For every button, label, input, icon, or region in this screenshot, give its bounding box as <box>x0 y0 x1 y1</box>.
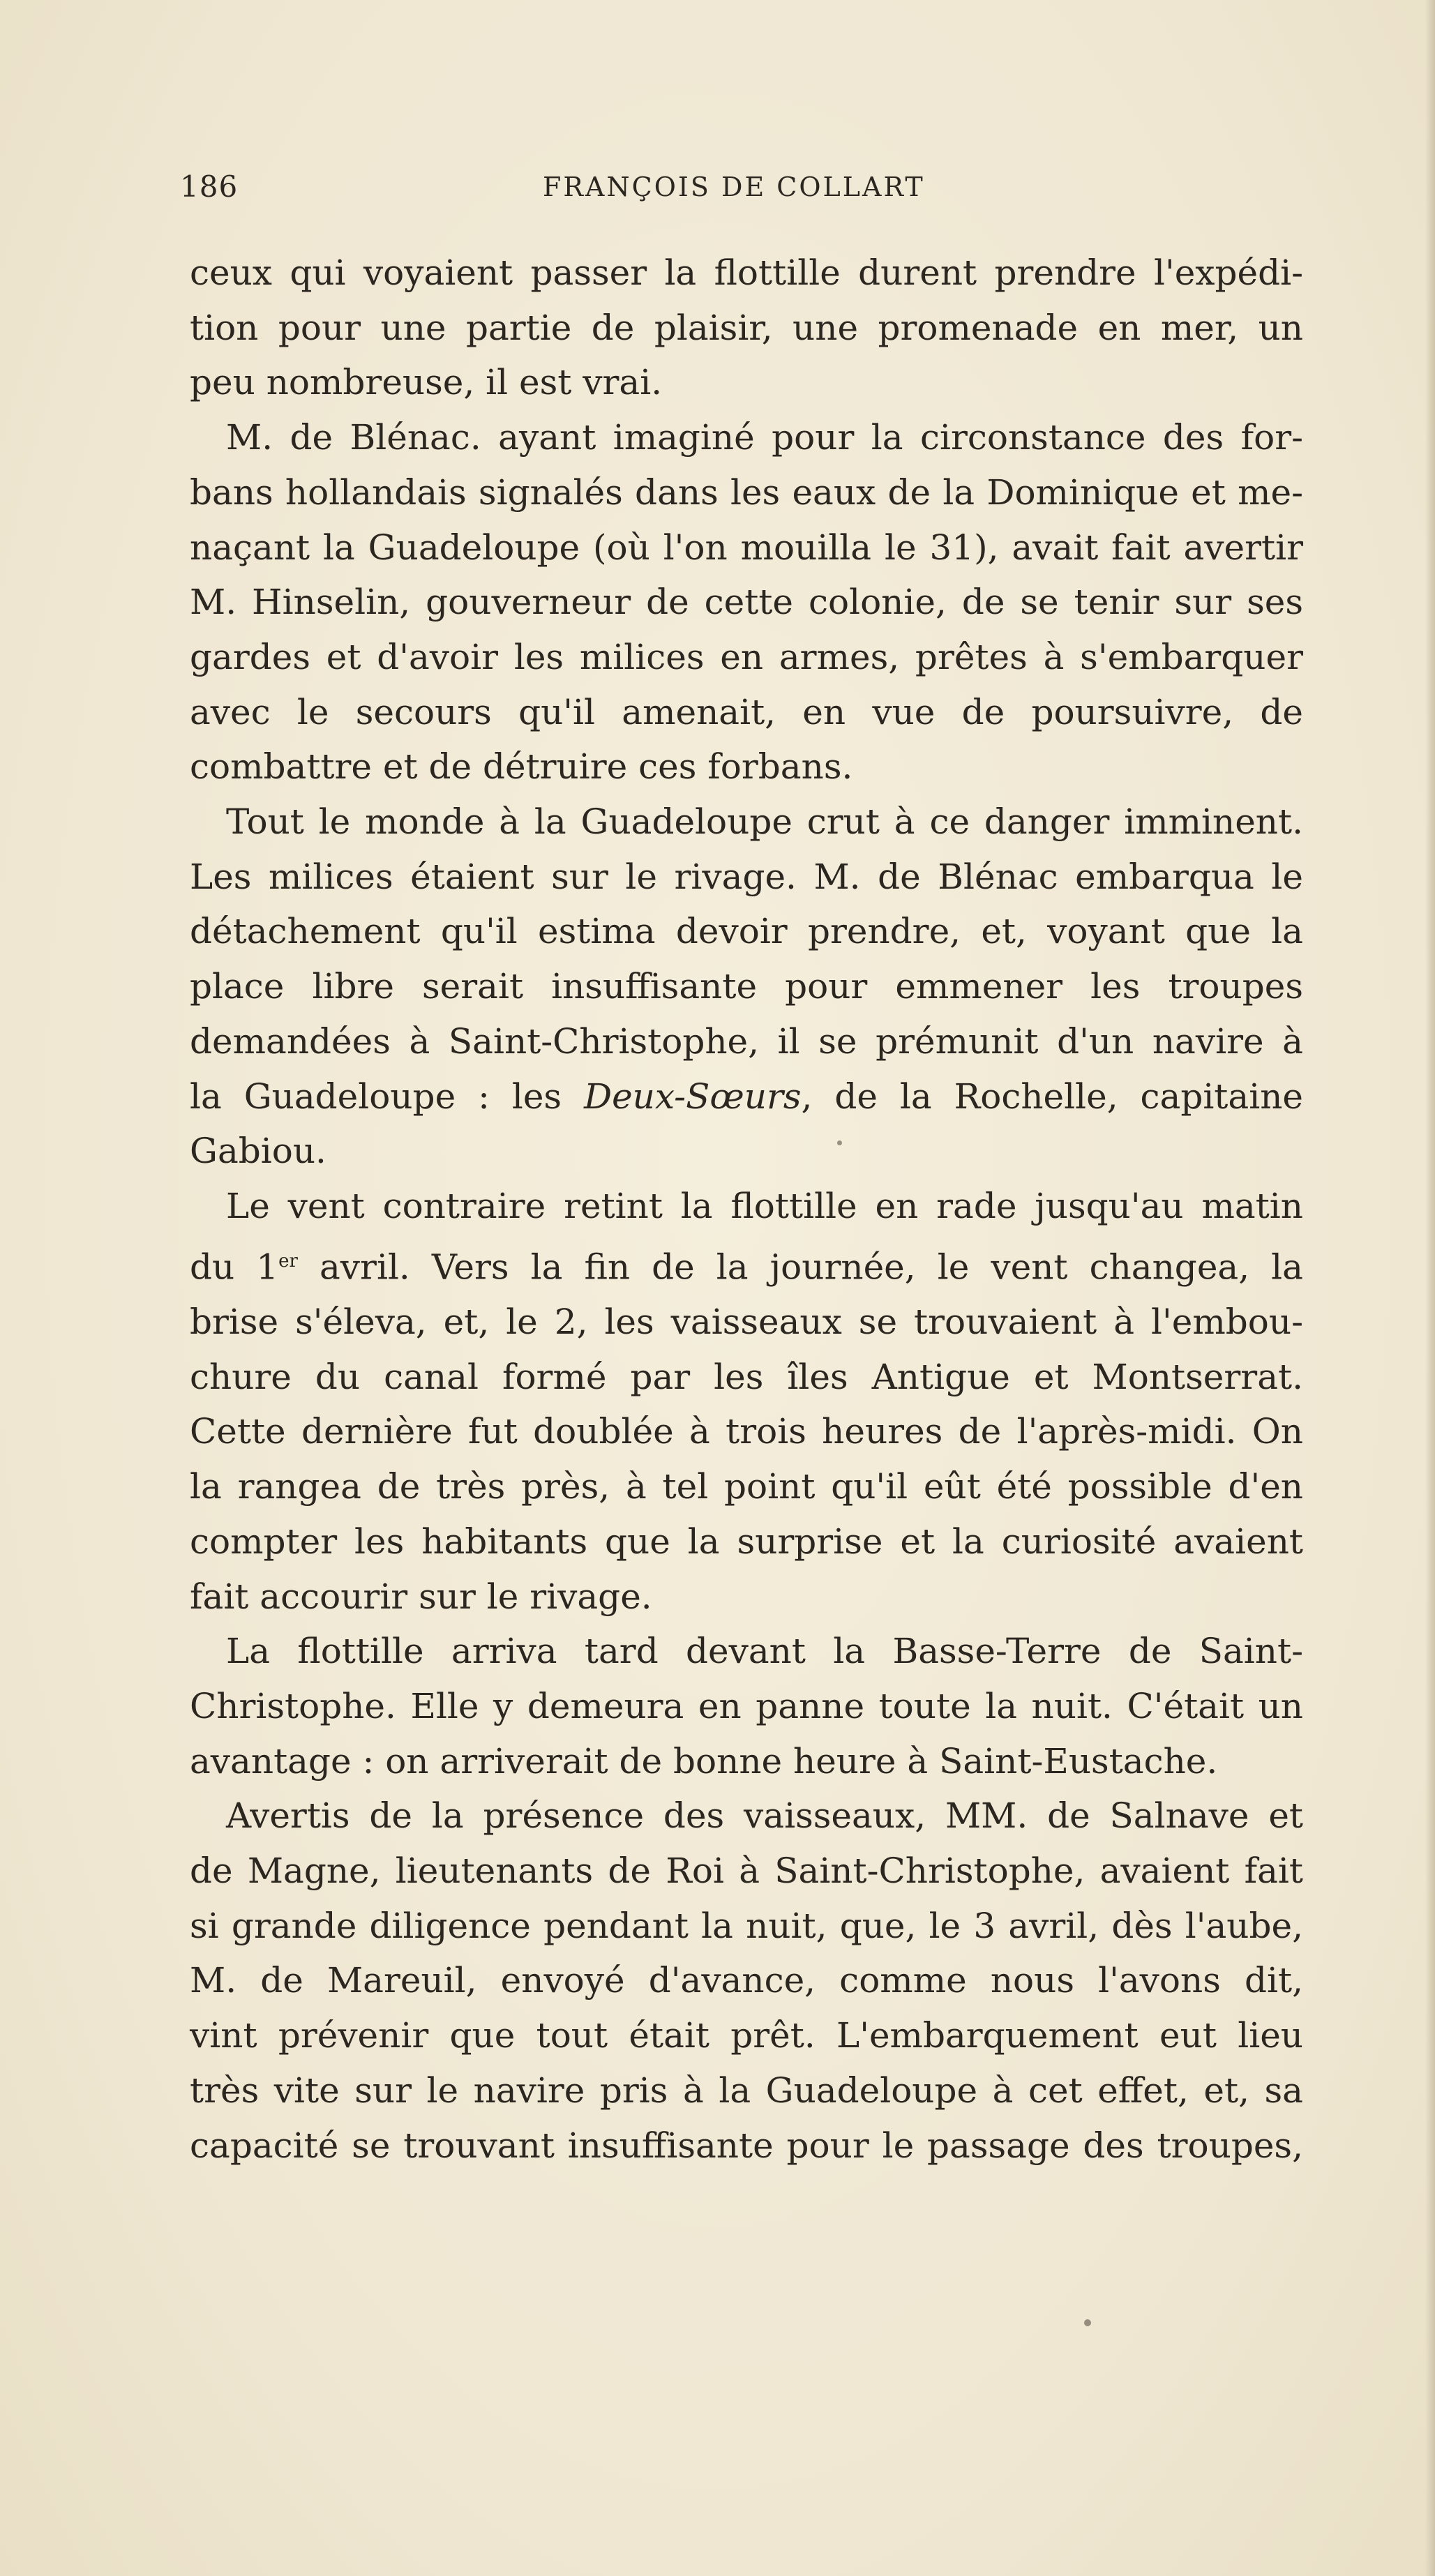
text-line: naçant la Guadeloupe (où l'on mouilla le 31), avait fait avertir <box>190 527 1303 568</box>
text-line: avantage : on arriverait de bonne heure à Saint-Eustache. <box>190 1740 1218 1782</box>
text-line: gardes et d'avoir les milices en armes, prêtes à s'embarquer <box>190 636 1303 677</box>
text-line: Christophe. Elle y demeura en panne toute la nuit. C'était un <box>190 1685 1303 1726</box>
text-line: détachement qu'il estima devoir prendre, et, voyant que la <box>190 911 1303 952</box>
text-segment: avril. Vers la fin de la journée, le vent changea, la <box>297 1246 1303 1288</box>
text-line: Le vent contraire retint la flottille en rade jusqu'au matin <box>226 1185 1303 1226</box>
text-line: Les milices étaient sur le rivage. M. de Blénac embarqua le <box>190 856 1303 897</box>
text-line: M. de Blénac. ayant imaginé pour la circonstance des for- <box>226 417 1303 458</box>
text-segment: du 1 <box>190 1246 279 1288</box>
paragraph <box>190 1788 1303 2173</box>
text-line: vint prévenir que tout était prêt. L'embarquement eut lieu <box>190 2015 1303 2056</box>
page-number: 186 <box>180 170 239 204</box>
text-line: de Magne, lieutenants de Roi à Saint-Christophe, avaient fait <box>190 1851 1303 1892</box>
text-line: demandées à Saint-Christophe, il se prémunit d'un navire à <box>190 1020 1303 1062</box>
text-line: tion pour une partie de plaisir, une promenade en mer, un <box>190 307 1303 348</box>
text-line: si grande diligence pendant la nuit, que, le 3 avril, dès l'aube, <box>190 1905 1303 1946</box>
text-line: capacité se trouvant insuffisante pour le passage des troupes, <box>190 2125 1303 2166</box>
paragraph <box>190 1624 1303 1788</box>
text-line: ceux qui voyaient passer la flottille durent prendre l'expédi- <box>190 253 1303 293</box>
ordinal-superscript: er <box>278 1250 298 1272</box>
ink-speck <box>1084 2319 1091 2326</box>
text-line: Avertis de la présence des vaisseaux, MM. de Salnave et <box>226 1795 1303 1837</box>
text-line: Gabiou. <box>190 1131 326 1172</box>
text-line: fait accourir sur le rivage. <box>190 1576 652 1617</box>
ship-name-italic: Deux-Sœurs <box>583 1076 802 1117</box>
paragraph <box>190 794 1303 1179</box>
page-header <box>180 166 1324 208</box>
text-line: avec le secours qu'il amenait, en vue de poursuivre, de <box>190 691 1303 732</box>
text-line: place libre serait insuffisante pour emmener les troupes <box>190 966 1303 1007</box>
text-line-with-italic <box>190 1069 1303 1124</box>
text-line: très vite sur le navire pris à la Guadeloupe à cet effet, et, sa <box>190 2070 1303 2111</box>
text-line: chure du canal formé par les îles Antigue et Montserrat. <box>190 1356 1303 1397</box>
ink-speck <box>837 1140 842 1145</box>
page-edge-shadow <box>1425 0 1435 2576</box>
body-text <box>190 246 1303 2173</box>
text-segment: , de la Rochelle, capitaine <box>801 1076 1303 1117</box>
text-line: combattre et de détruire ces forbans. <box>190 746 853 788</box>
text-line: la rangea de très près, à tel point qu'il eût été possible d'en <box>190 1466 1303 1507</box>
text-line: brise s'éleva, et, le 2, les vaisseaux se trouvaient à l'embou- <box>190 1302 1303 1343</box>
text-line: La flottille arriva tard devant la Basse-Terre de Saint- <box>226 1631 1303 1672</box>
paragraph <box>190 410 1303 794</box>
paragraph <box>190 246 1303 410</box>
text-line: compter les habitants que la surprise et la curiosité avaient <box>190 1521 1303 1562</box>
running-title: FRANÇOIS DE COLLART <box>543 172 925 202</box>
text-line: Cette dernière fut doublée à trois heures de l'après-midi. On <box>190 1411 1303 1452</box>
text-line: peu nombreuse, il est vrai. <box>190 362 663 403</box>
text-segment: la Guadeloupe : les <box>190 1076 584 1117</box>
text-line-with-superscript <box>190 1234 1303 1295</box>
text-line: M. Hinselin, gouverneur de cette colonie, de se tenir sur ses <box>190 582 1303 623</box>
text-line: Tout le monde à la Guadeloupe crut à ce danger imminent. <box>226 801 1303 843</box>
text-line: bans hollandais signalés dans les eaux de la Dominique et me- <box>190 472 1303 513</box>
text-line: M. de Mareuil, envoyé d'avance, comme nous l'avons dit, <box>190 1960 1303 2001</box>
paragraph <box>190 1179 1303 1624</box>
